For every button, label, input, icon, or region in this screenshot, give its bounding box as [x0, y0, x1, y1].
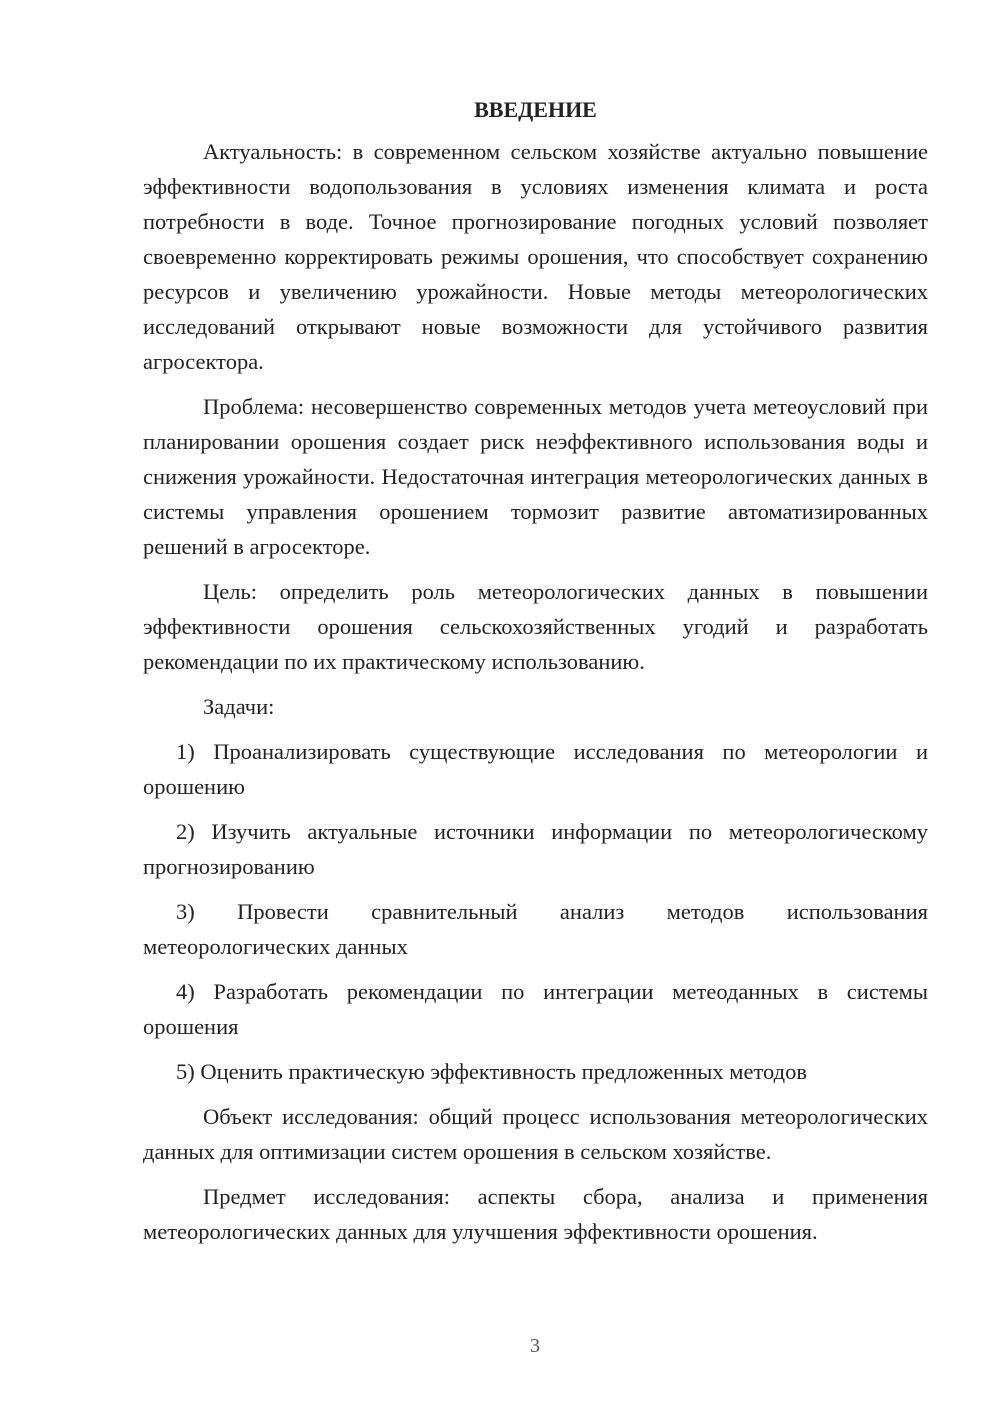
page-content: [143, 92, 928, 1259]
task-item-1: 1) Проанализировать существующие исследования по метеорологии и орошению: [143, 739, 928, 799]
paragraph-object: Объект исследования: общий процесс использования метеорологических данных для оптимизации систем орошения в сельском хозяйстве.: [143, 1104, 928, 1164]
task-item-4: 4) Разработать рекомендации по интеграции метеоданных в системы орошения: [143, 979, 928, 1039]
paragraph-subject: Предмет исследования: аспекты сбора, анализа и применения метеорологических данных для улучшения эффективности орошения.: [143, 1184, 928, 1244]
page-number: 3: [530, 1335, 540, 1357]
paragraph-goal: Цель: определить роль метеорологических данных в повышении эффективности орошения сельскохозяйственных угодий и разработать рекомендации по их практическому использованию.: [143, 579, 928, 674]
task-item-5: 5) Оценить практическую эффективность предложенных методов: [176, 1059, 807, 1084]
task-item-2: 2) Изучить актуальные источники информации по метеорологическому прогнозированию: [143, 819, 928, 879]
paragraph-tasks-heading: Задачи:: [203, 694, 275, 719]
paragraph-problem: Проблема: несовершенство современных методов учета метеоусловий при планировании орошения создает риск неэффективного использования воды и снижения урожайности. Недостаточная интеграция метеорологических данных в системы управления орошением тормозит развитие автоматизированных решений в агросекторе.: [143, 394, 928, 559]
task-item-3: 3) Провести сравнительный анализ методов использования метеорологических данных: [143, 899, 928, 959]
paragraph-relevance: Актуальность: в современном сельском хозяйстве актуально повышение эффективности водопользования в условиях изменения климата и роста потребности в воде. Точное прогнозирование погодных условий позволяет своевременно корректировать режимы орошения, что способствует сохранению ресурсов и увеличению урожайности. Новые методы метеорологических исследований открывают новые возможности для устойчивого развития агросектора.: [143, 139, 928, 374]
page-title: ВВЕДЕНИЕ: [474, 97, 597, 122]
